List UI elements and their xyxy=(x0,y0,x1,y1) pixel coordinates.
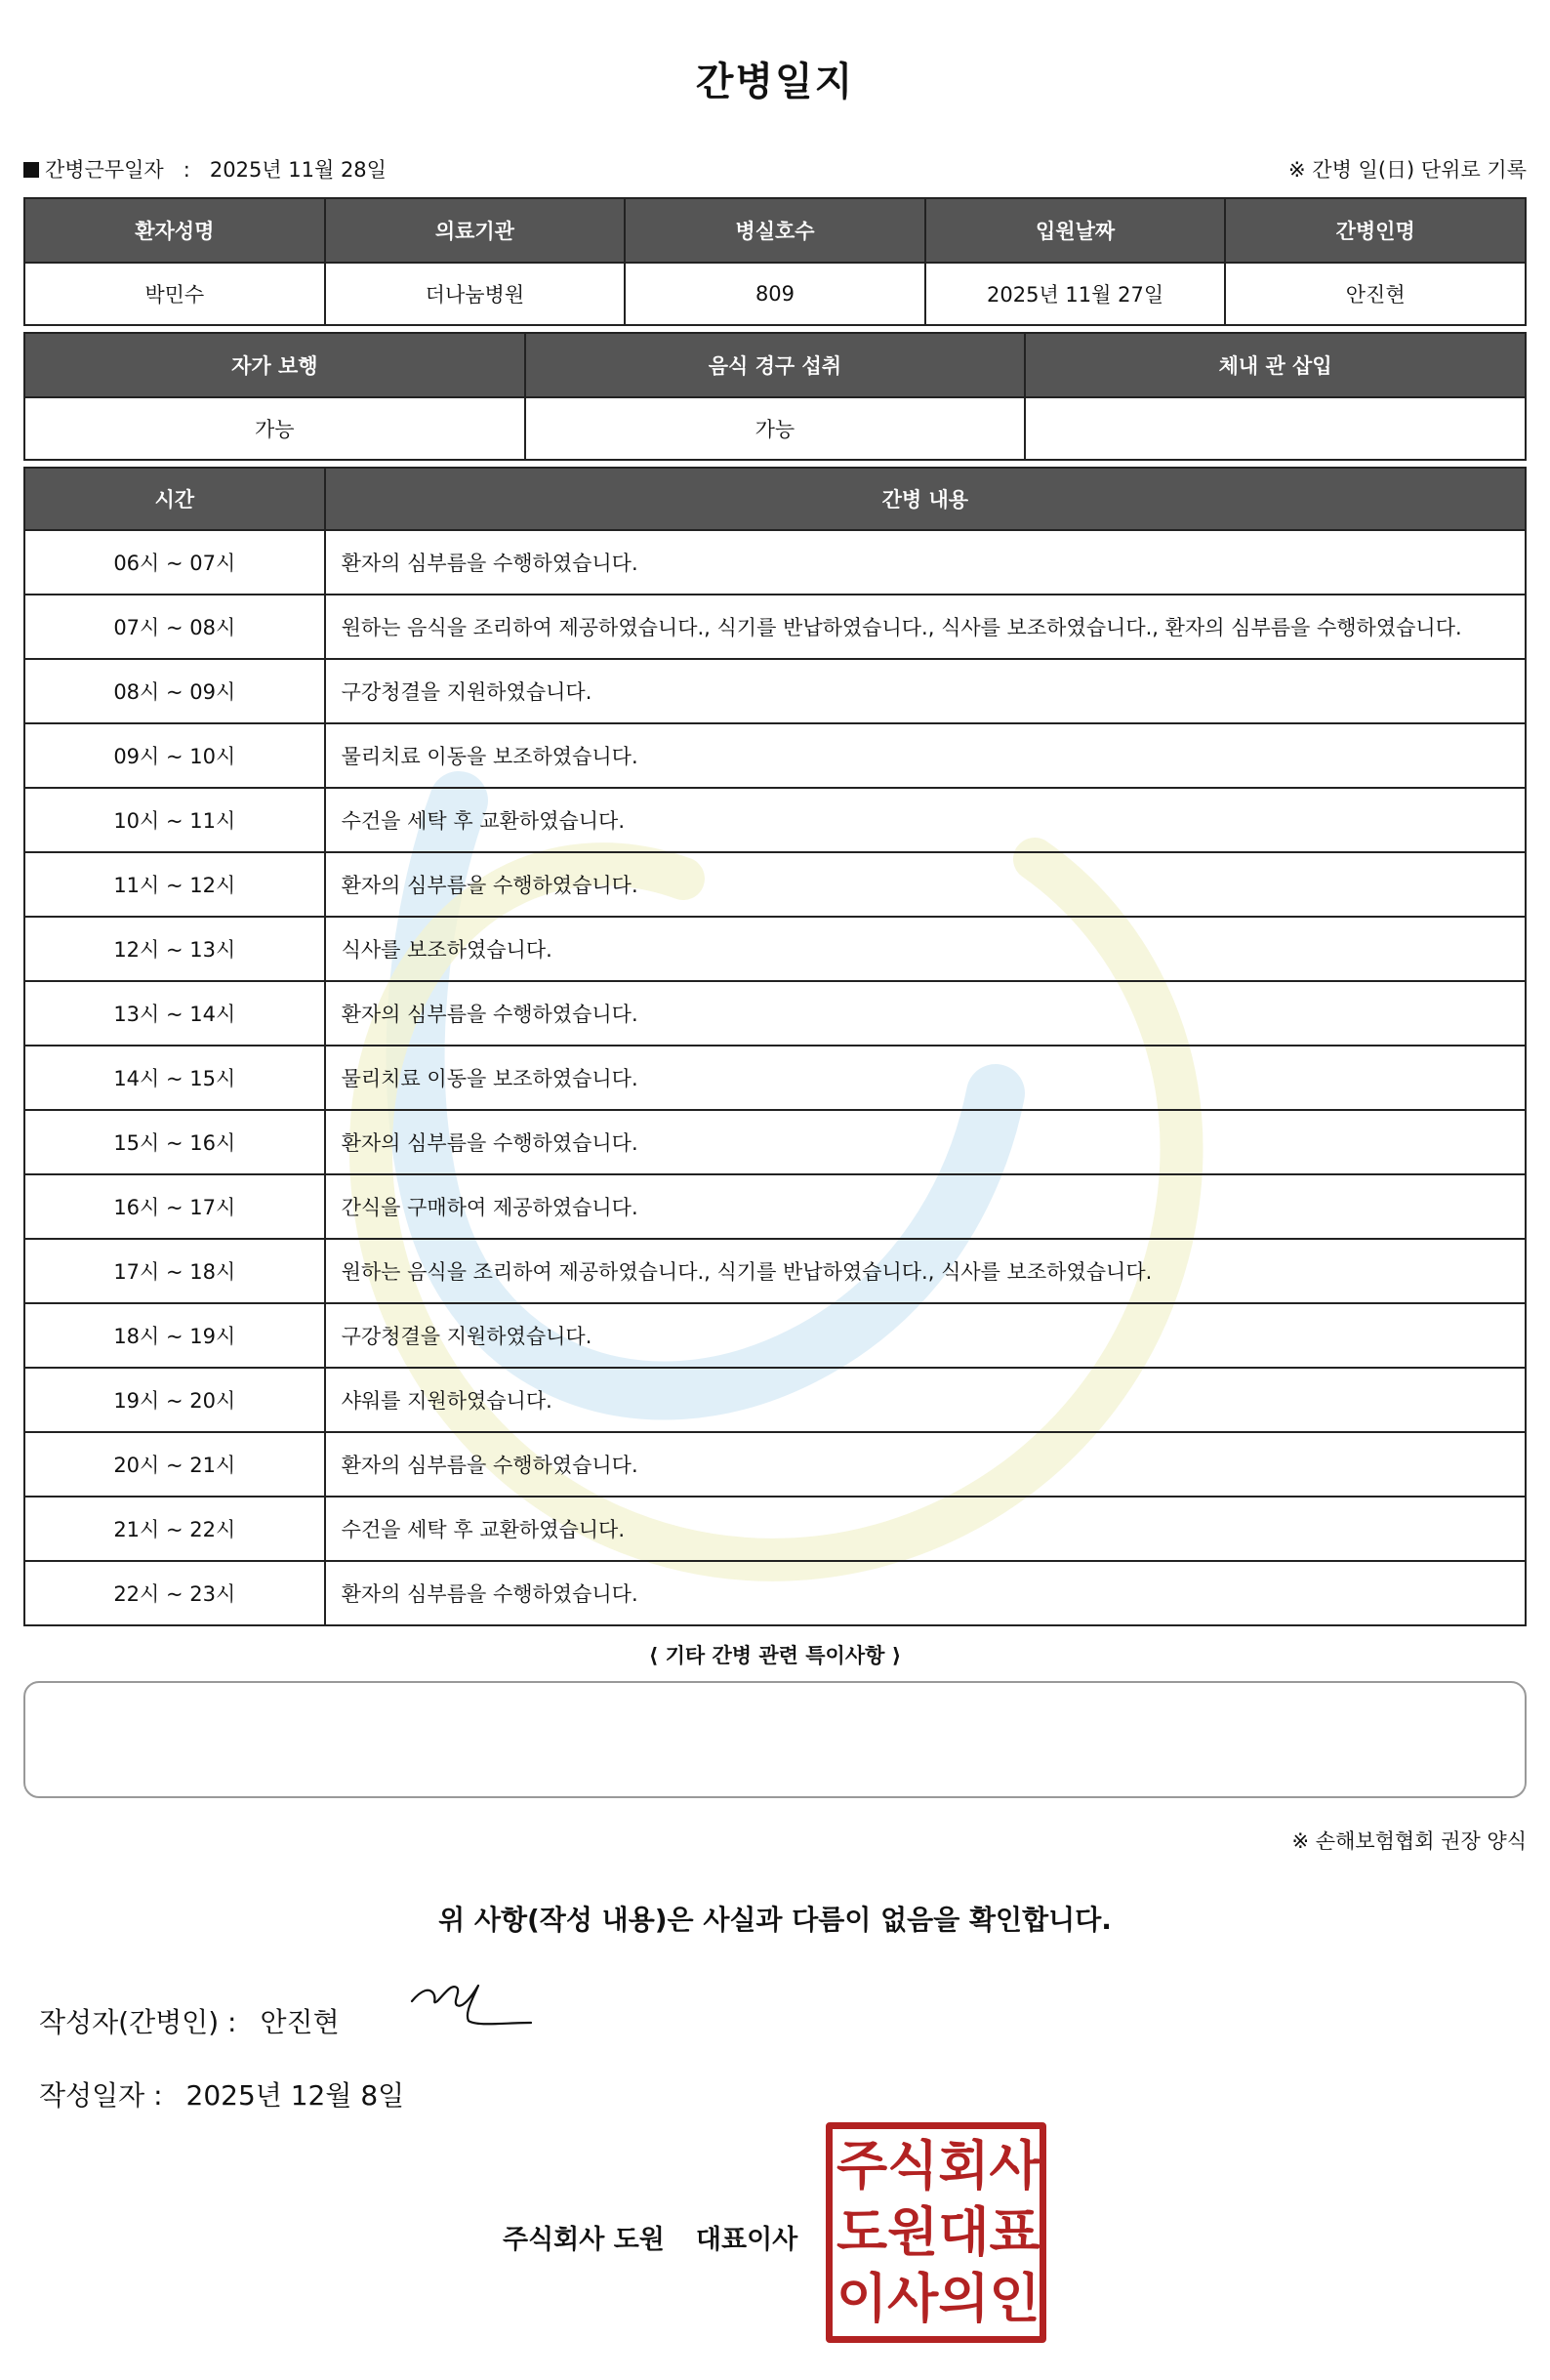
work-date-separator: : xyxy=(183,158,190,182)
special-notes-title: ⟨ 기타 간병 관련 특이사항 ⟩ xyxy=(648,1644,902,1667)
written-date-line xyxy=(39,2074,404,2113)
row-time: 21시 ~ 22시 xyxy=(24,1497,325,1561)
row-content: 식사를 보조하였습니다. xyxy=(325,917,1526,981)
special-notes-box xyxy=(23,1681,1527,1798)
written-date-label: 작성일자 : xyxy=(39,2079,163,2112)
header-care-content: 간병 내용 xyxy=(325,468,1526,530)
stamp-char: 원 xyxy=(887,2201,939,2263)
header-admission-date: 입원날짜 xyxy=(925,198,1226,263)
caregiver-name: 안진현 xyxy=(1225,263,1526,325)
row-content: 환자의 심부름을 수행하였습니다. xyxy=(325,530,1526,595)
table-row xyxy=(24,530,1526,595)
stamp-char: 인 xyxy=(989,2268,1040,2329)
row-content: 물리치료 이동을 보조하였습니다. xyxy=(325,723,1526,788)
row-time: 07시 ~ 08시 xyxy=(24,595,325,659)
table-row xyxy=(24,917,1526,981)
row-content: 환자의 심부름을 수행하였습니다. xyxy=(325,852,1526,917)
tube-insertion-status xyxy=(1025,397,1526,460)
table-row xyxy=(24,1432,1526,1497)
stamp-char: 도 xyxy=(836,2201,888,2263)
table-row xyxy=(24,852,1526,917)
table-row xyxy=(24,659,1526,723)
row-time: 13시 ~ 14시 xyxy=(24,981,325,1046)
room-number: 809 xyxy=(625,263,925,325)
row-content: 수건을 세탁 후 교환하였습니다. xyxy=(325,1497,1526,1561)
stamp-char: 사 xyxy=(989,2135,1040,2196)
row-time: 15시 ~ 16시 xyxy=(24,1110,325,1174)
table-row xyxy=(24,723,1526,788)
header-tube-insertion: 체내 관 삽입 xyxy=(1025,333,1526,397)
company-name: 주식회사 도원 xyxy=(503,2225,665,2255)
stamp-char: 사 xyxy=(887,2268,939,2329)
stamp-char: 회 xyxy=(938,2135,990,2196)
row-content: 환자의 심부름을 수행하였습니다. xyxy=(325,1432,1526,1497)
row-time: 22시 ~ 23시 xyxy=(24,1561,325,1625)
table-row xyxy=(24,788,1526,852)
header-hospital: 의료기관 xyxy=(325,198,626,263)
table-row xyxy=(24,1497,1526,1561)
unit-note: ※ 간병 일(日) 단위로 기록 xyxy=(1288,158,1527,182)
stamp-char: 이 xyxy=(836,2268,888,2329)
patient-status-table xyxy=(23,332,1527,461)
row-content: 구강청결을 지원하였습니다. xyxy=(325,659,1526,723)
admission-date: 2025년 11월 27일 xyxy=(925,263,1226,325)
row-time: 12시 ~ 13시 xyxy=(24,917,325,981)
work-date-value: 2025년 11월 28일 xyxy=(209,158,387,182)
header-caregiver: 간병인명 xyxy=(1225,198,1526,263)
table-row xyxy=(24,595,1526,659)
row-time: 10시 ~ 11시 xyxy=(24,788,325,852)
row-content: 환자의 심부름을 수행하였습니다. xyxy=(325,981,1526,1046)
hospital-name: 더나눔병원 xyxy=(325,263,626,325)
walking-status: 가능 xyxy=(24,397,525,460)
row-content: 원하는 음식을 조리하여 제공하였습니다., 식기를 반납하였습니다., 식사를 보조하였습니다., 환자의 심부름을 수행하였습니다. xyxy=(325,595,1526,659)
patient-name: 박민수 xyxy=(24,263,325,325)
row-time: 19시 ~ 20시 xyxy=(24,1368,325,1432)
row-time: 20시 ~ 21시 xyxy=(24,1432,325,1497)
row-time: 08시 ~ 09시 xyxy=(24,659,325,723)
care-log-table xyxy=(23,467,1527,1626)
square-bullet-icon xyxy=(23,162,39,178)
page-title: 간병일지 xyxy=(695,60,855,104)
work-date xyxy=(23,154,387,184)
row-time: 17시 ~ 18시 xyxy=(24,1239,325,1303)
table-row xyxy=(24,981,1526,1046)
row-time: 18시 ~ 19시 xyxy=(24,1303,325,1368)
table-row xyxy=(24,1303,1526,1368)
stamp-char: 대 xyxy=(938,2201,990,2263)
table-row xyxy=(24,1046,1526,1110)
stamp-char: 의 xyxy=(938,2268,990,2329)
row-time: 11시 ~ 12시 xyxy=(24,852,325,917)
table-row xyxy=(24,1239,1526,1303)
signature-icon xyxy=(408,1972,535,2034)
table-row xyxy=(24,1561,1526,1625)
header-time: 시간 xyxy=(24,468,325,530)
row-time: 06시 ~ 07시 xyxy=(24,530,325,595)
row-content: 수건을 세탁 후 교환하였습니다. xyxy=(325,788,1526,852)
stamp-char: 주 xyxy=(836,2135,888,2196)
writer-line xyxy=(39,2001,340,2040)
table-row xyxy=(24,1174,1526,1239)
oral-intake-status: 가능 xyxy=(525,397,1026,460)
table-row xyxy=(24,1368,1526,1432)
row-content: 환자의 심부름을 수행하였습니다. xyxy=(325,1110,1526,1174)
row-time: 09시 ~ 10시 xyxy=(24,723,325,788)
confirmation-statement: 위 사항(작성 내용)은 사실과 다름이 없음을 확인합니다. xyxy=(438,1904,1112,1936)
header-oral-intake: 음식 경구 섭취 xyxy=(525,333,1026,397)
stamp-char: 표 xyxy=(989,2201,1040,2263)
table-row xyxy=(24,1110,1526,1174)
writer-label: 작성자(간병인) : xyxy=(39,2006,237,2038)
company-seal-stamp xyxy=(826,2122,1046,2343)
form-source-note: ※ 손해보험협회 권장 양식 xyxy=(1291,1829,1527,1853)
header-walking: 자가 보행 xyxy=(24,333,525,397)
writer-name: 안진현 xyxy=(260,2006,340,2038)
row-content: 원하는 음식을 조리하여 제공하였습니다., 식기를 반납하였습니다., 식사를 보조하였습니다. xyxy=(325,1239,1526,1303)
written-date-value: 2025년 12월 8일 xyxy=(185,2079,405,2112)
row-content: 구강청결을 지원하였습니다. xyxy=(325,1303,1526,1368)
patient-info-table xyxy=(23,197,1527,326)
stamp-char: 식 xyxy=(887,2135,939,2196)
row-time: 16시 ~ 17시 xyxy=(24,1174,325,1239)
row-content: 물리치료 이동을 보조하였습니다. xyxy=(325,1046,1526,1110)
row-content: 샤워를 지원하였습니다. xyxy=(325,1368,1526,1432)
row-content: 간식을 구매하여 제공하였습니다. xyxy=(325,1174,1526,1239)
work-date-label: 간병근무일자 xyxy=(45,158,164,182)
representative-title: 대표이사 xyxy=(695,2225,798,2255)
row-content: 환자의 심부름을 수행하였습니다. xyxy=(325,1561,1526,1625)
header-patient-name: 환자성명 xyxy=(24,198,325,263)
company-signoff xyxy=(503,2218,797,2256)
header-room: 병실호수 xyxy=(625,198,925,263)
row-time: 14시 ~ 15시 xyxy=(24,1046,325,1110)
